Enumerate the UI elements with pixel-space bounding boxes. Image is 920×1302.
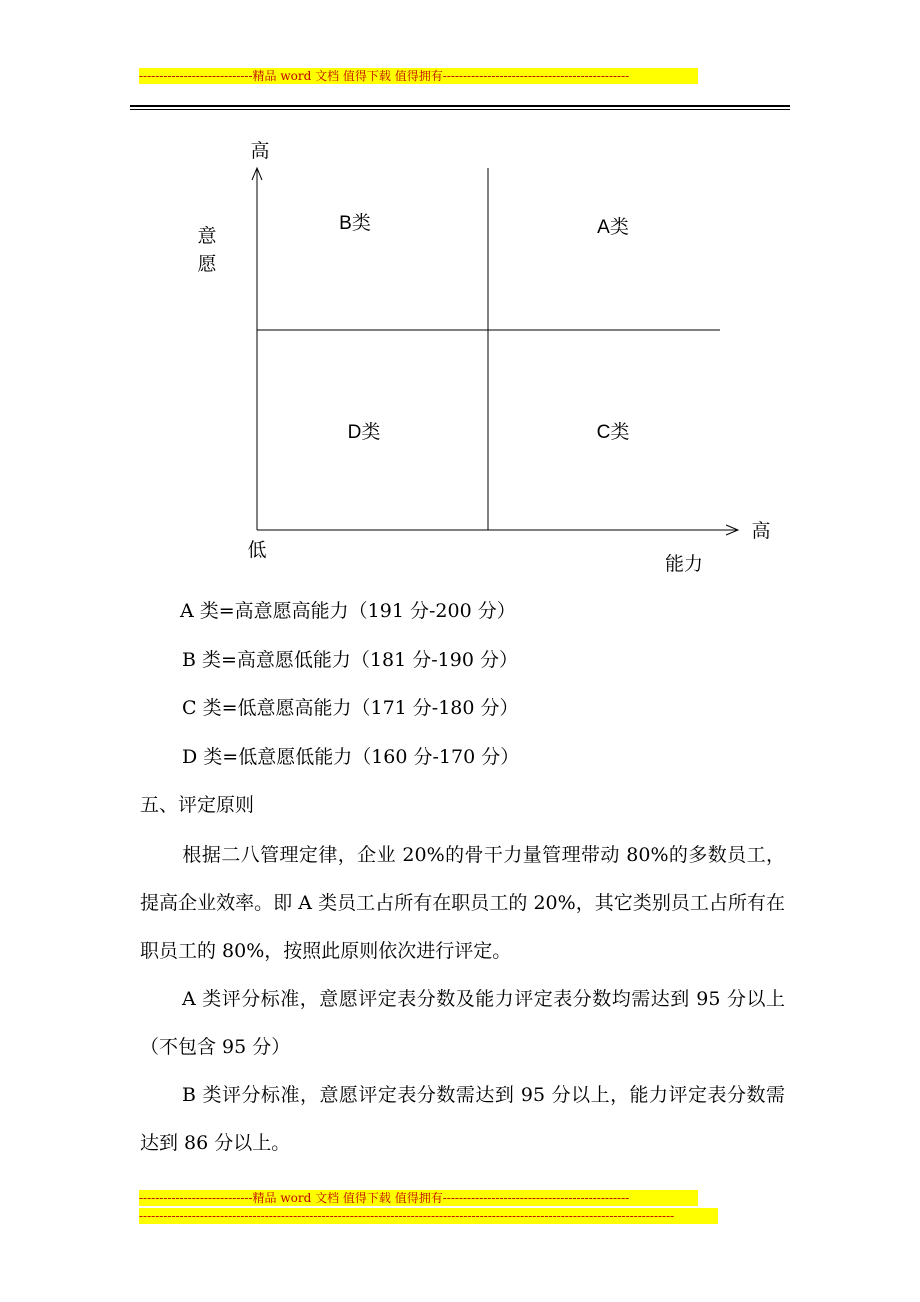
y-axis-title-1: 意 xyxy=(197,225,217,247)
y-axis-title-2: 愿 xyxy=(197,253,217,275)
quadrant-b-label: B类 xyxy=(339,213,371,234)
definition-c: C 类=低意愿高能力（171 分-180 分） xyxy=(182,697,519,719)
y-axis-high-label: 高 xyxy=(250,140,270,162)
definition-b: B 类=高意愿低能力（181 分-190 分） xyxy=(182,649,518,671)
paragraph-b-standard-text: B 类评分标准，意愿评定表分数需达到 95 分以上，能力评定表分数需达到 86 分以上。 xyxy=(140,1084,785,1154)
quadrant-a-label: A类 xyxy=(597,217,629,238)
x-axis-high-label: 高 xyxy=(751,520,771,542)
origin-low-label: 低 xyxy=(247,539,267,561)
paragraph-b-standard xyxy=(140,1071,785,1167)
definition-a: A 类=高意愿高能力（191 分-200 分） xyxy=(180,600,516,622)
quadrant-c-label: C类 xyxy=(596,422,630,443)
paragraph-a-standard xyxy=(140,975,785,1071)
section-heading: 五、评定原则 xyxy=(140,794,255,816)
paragraph-pareto-text: 根据二八管理定律，企业 20%的骨干力量管理带动 80%的多数员工，提高企业效率。即 A 类员工占所有在职员工的 20%，其它类别员工占所有在职员工的 80%，按照此原则依次进行评定。 xyxy=(140,844,785,962)
x-axis-title: 能力 xyxy=(664,553,704,575)
will-ability-matrix xyxy=(0,0,920,590)
quadrant-d-label: D类 xyxy=(347,422,381,443)
header-banner: ----------------------------精品 word 文档 值得下载 值得拥有---------------------------------------------- xyxy=(139,68,698,84)
paragraph-a-standard-text: A 类评分标准，意愿评定表分数及能力评定表分数均需达到 95 分以上（不包含 95 分） xyxy=(140,988,785,1058)
footer-banner-dashes: ------------------------------------------------------------------------------------------------------------------------------------ xyxy=(139,1208,718,1224)
footer-banner: ----------------------------精品 word 文档 值得下载 值得拥有---------------------------------------------- xyxy=(139,1190,698,1206)
paragraph-pareto xyxy=(140,831,785,975)
definition-d: D 类=低意愿低能力（160 分-170 分） xyxy=(182,746,520,768)
